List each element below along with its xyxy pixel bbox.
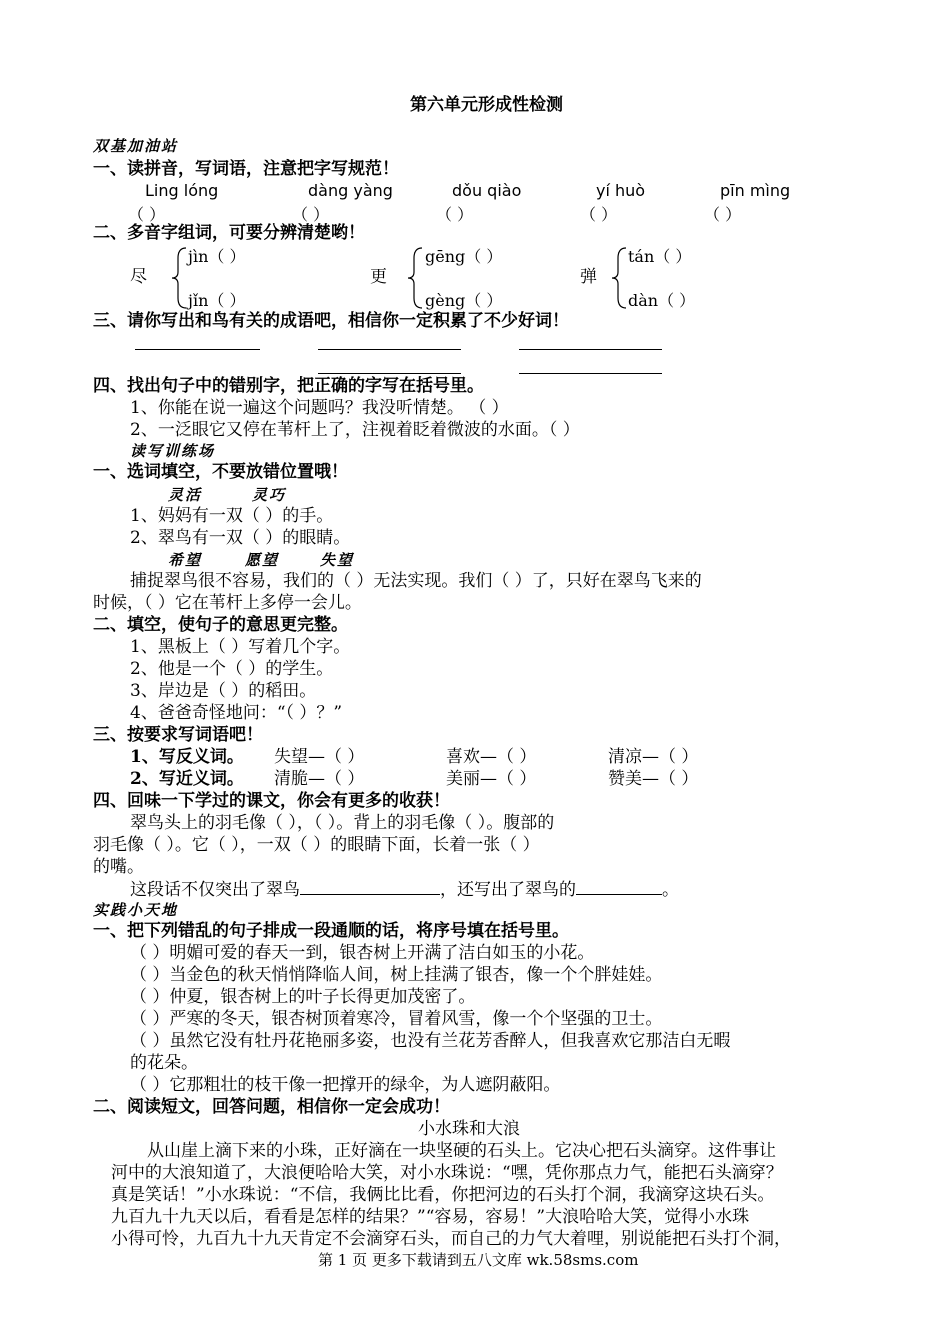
p2-q1-heading: 一、选词填空，不要放错位置哦！	[93, 462, 348, 482]
idiom-blank-1[interactable]	[135, 349, 260, 350]
polyphone-char-3: 弹	[580, 267, 597, 287]
pinyin-1: Ling lóng	[145, 181, 219, 200]
complete-item-4: 4、爸爸奇怪地问：“（ ）？”	[130, 703, 343, 723]
reading-tan2[interactable]: tán（ ）	[628, 247, 692, 266]
answer-blank-1[interactable]: （ ）	[128, 205, 166, 224]
idiom-blank-3[interactable]	[519, 349, 662, 350]
brace-icon	[170, 246, 188, 310]
p2-q3-heading: 三、按要求写词语吧！	[93, 725, 263, 745]
order-item-4: （ ）严寒的冬天，银杏树顶着寒冷，冒着风雪，像一个个坚强的卫士。	[130, 1009, 663, 1029]
page-title: 第六单元形成性检测	[410, 95, 563, 115]
p3-q1-heading: 一、把下列错乱的句子排成一段通顺的话，将序号填在括号里。	[93, 921, 569, 941]
complete-item-3: 3、岸边是（ ）的稻田。	[130, 681, 317, 701]
synonym-label: 2、写近义词。	[130, 769, 244, 789]
story-title: 小水珠和大浪	[418, 1119, 520, 1139]
antonym-item-3: 清凉—（ ）	[608, 747, 699, 767]
recall-blank-2[interactable]	[576, 878, 662, 895]
typo-item-2: 2、一泛眼它又停在苇杆上了，注视着眨着微波的水面。（ ）	[130, 420, 580, 440]
polyphone-char-1: 尽	[130, 267, 147, 287]
answer-blank-2[interactable]: （ ）	[292, 205, 330, 224]
story-line-1: 从山崖上滴下来的小珠，正好滴在一块坚硬的石头上。它决心把石头滴穿。这件事让	[147, 1141, 776, 1161]
idiom-blank-4[interactable]	[318, 373, 461, 374]
brace-icon	[610, 246, 628, 310]
pinyin-3: dǒu qiào	[452, 181, 522, 200]
recall-text-c: 。	[662, 880, 679, 900]
recall-text-a: 这段话不仅突出了翠鸟	[130, 880, 300, 900]
recall-line-4	[130, 878, 679, 901]
synonym-item-2: 美丽—（ ）	[446, 769, 537, 789]
fill-item-2: 2、翠鸟有一双（ ）的眼睛。	[130, 528, 351, 548]
answer-blank-5[interactable]: （ ）	[704, 205, 742, 224]
part1-heading: 双基加油站	[93, 137, 179, 155]
recall-blank-1[interactable]	[300, 878, 440, 895]
story-line-3: 真是笑话！”小水珠说：“不信，我俩比比看，你把河边的石头打个洞，我滴穿这块石头。	[111, 1185, 775, 1205]
word-choice-3: 希望	[168, 551, 203, 569]
typo-item-1: 1、你能在说一遍这个问题吗？我没听情楚。 （ ）	[130, 398, 509, 418]
part3-heading: 实践小天地	[93, 901, 179, 919]
idiom-blank-2[interactable]	[318, 349, 461, 350]
pinyin-2: dàng yàng	[308, 181, 393, 200]
reading-jin3[interactable]: jǐn（ ）	[188, 291, 246, 310]
story-line-2: 河中的大浪知道了，大浪便哈哈大笑，对小水珠说：“嘿，凭你那点力气，能把石头滴穿？	[111, 1163, 783, 1183]
fill-item-1: 1、妈妈有一双（ ）的手。	[130, 506, 334, 526]
story-line-4: 九百九十九天以后，看看是怎样的结果？”“容易，容易！”大浪哈哈大笑，觉得小水珠	[111, 1207, 750, 1227]
word-choice-2: 灵巧	[252, 486, 287, 504]
pinyin-4: yí huò	[596, 181, 646, 200]
recall-line-2: 羽毛像（ ）。它（ ），一双（ ）的眼睛下面，长着一张（ ）	[93, 835, 540, 855]
part2-heading: 读写训练场	[130, 442, 216, 460]
synonym-item-1: 清脆—（ ）	[274, 769, 365, 789]
antonym-item-1: 失望—（ ）	[274, 747, 365, 767]
synonym-item-3: 赞美—（ ）	[608, 769, 699, 789]
answer-blank-3[interactable]: （ ）	[436, 205, 474, 224]
word-choice-4: 愿望	[245, 551, 280, 569]
reading-dan4[interactable]: dàn（ ）	[628, 291, 696, 310]
p2-q4-heading: 四、回味一下学过的课文，你会有更多的收获！	[93, 791, 450, 811]
reading-geng4[interactable]: gèng（ ）	[425, 291, 503, 310]
page-footer: 第 1 页 更多下载请到五八文库 wk.58sms.com	[318, 1251, 639, 1269]
q4-heading: 四、找出句子中的错别字，把正确的字写在括号里。	[93, 376, 484, 396]
polyphone-char-2: 更	[370, 267, 387, 287]
p2-q2-heading: 二、填空，使句子的意思更完整。	[93, 615, 348, 635]
reading-geng1[interactable]: gēng（ ）	[425, 247, 503, 266]
pinyin-5: pīn mìng	[720, 181, 791, 200]
order-item-5: （ ）虽然它没有牡丹花艳丽多姿，也没有兰花芳香醉人，但我喜欢它那洁白无暇	[130, 1031, 731, 1051]
word-choice-5: 失望	[320, 551, 355, 569]
q1-heading: 一、读拼音，写词语，注意把字写规范！	[93, 159, 399, 179]
fill-paragraph-line2: 时候，（ ）它在苇杆上多停一会儿。	[93, 593, 362, 613]
complete-item-1: 1、黑板上（ ）写着几个字。	[130, 637, 351, 657]
complete-item-2: 2、他是一个（ ）的学生。	[130, 659, 334, 679]
q2-heading: 二、多音字组词，可要分辨清楚哟！	[93, 223, 365, 243]
fill-paragraph-line1: 捕捉翠鸟很不容易，我们的（ ）无法实现。我们（ ）了，只好在翠鸟飞来的	[130, 571, 702, 591]
recall-line-1: 翠鸟头上的羽毛像（ ），（ ）。背上的羽毛像（ ）。腹部的	[130, 813, 555, 833]
order-item-2: （ ）当金色的秋天悄悄降临人间，树上挂满了银杏，像一个个胖娃娃。	[130, 965, 663, 985]
brace-icon	[406, 246, 424, 310]
answer-blank-4[interactable]: （ ）	[580, 205, 618, 224]
order-item-5-cont: 的花朵。	[130, 1053, 198, 1073]
antonym-item-2: 喜欢—（ ）	[446, 747, 537, 767]
word-choice-1: 灵活	[168, 486, 203, 504]
story-line-5: 小得可怜，九百九十九天肯定不会滴穿石头，而自己的力气大着哩，别说能把石头打个洞，	[111, 1229, 791, 1249]
idiom-blank-5[interactable]	[519, 373, 662, 374]
q3-heading: 三、请你写出和鸟有关的成语吧，相信你一定积累了不少好词！	[93, 311, 569, 331]
recall-text-b: ，还写出了翠鸟的	[440, 880, 576, 900]
order-item-6: （ ）它那粗壮的枝干像一把撑开的绿伞，为人遮阴蔽阳。	[130, 1075, 561, 1095]
antonym-label: 1、写反义词。	[130, 747, 244, 767]
order-item-1: （ ）明媚可爱的春天一到，银杏树上开满了洁白如玉的小花。	[130, 943, 595, 963]
p3-q2-heading: 二、阅读短文，回答问题，相信你一定会成功！	[93, 1097, 450, 1117]
reading-jin4[interactable]: jìn（ ）	[188, 247, 246, 266]
order-item-3: （ ）仲夏，银杏树上的叶子长得更加茂密了。	[130, 987, 476, 1007]
recall-line-3: 的嘴。	[93, 857, 144, 877]
